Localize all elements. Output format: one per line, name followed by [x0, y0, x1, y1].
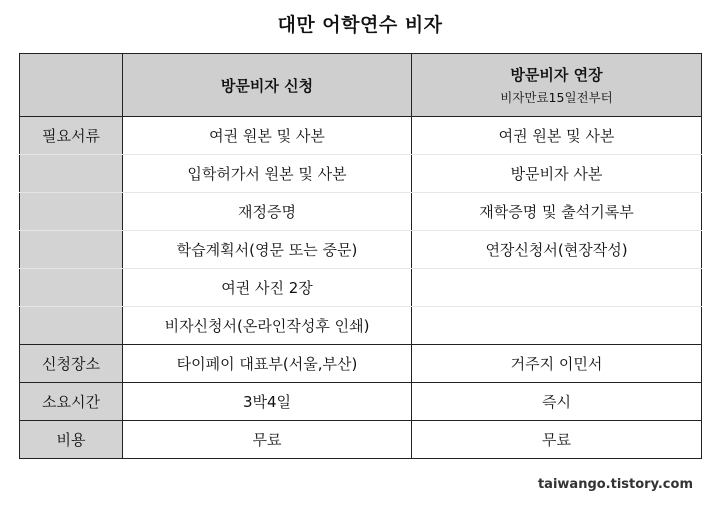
header-corner-cell	[20, 54, 123, 117]
visa-table	[19, 53, 702, 459]
page-title: 대만 어학연수 비자	[277, 14, 443, 36]
extend-cell: 연장신청서(현장작성)	[412, 231, 702, 269]
extend-cell: 무료	[412, 421, 702, 459]
extend-cell	[412, 269, 702, 307]
apply-cell: 여권 원본 및 사본	[123, 117, 412, 155]
table-header-row	[20, 54, 702, 117]
row-label-empty	[20, 307, 123, 345]
table-row	[20, 269, 702, 307]
extend-cell: 재학증명 및 출석기록부	[412, 193, 702, 231]
row-label-place: 신청장소	[20, 345, 123, 383]
table-row	[20, 345, 702, 383]
extend-cell: 방문비자 사본	[412, 155, 702, 193]
row-label-time: 소요시간	[20, 383, 123, 421]
table-row	[20, 307, 702, 345]
table-row	[20, 117, 702, 155]
row-label-empty	[20, 269, 123, 307]
extend-cell: 거주지 이민서	[412, 345, 702, 383]
header-apply	[123, 54, 412, 117]
header-apply-label: 방문비자 신청	[220, 76, 314, 95]
extend-cell: 즉시	[412, 383, 702, 421]
apply-cell: 학습계획서(영문 또는 중문)	[123, 231, 412, 269]
table-row	[20, 383, 702, 421]
header-extend-label: 방문비자 연장	[510, 66, 603, 84]
row-label-empty	[20, 155, 123, 193]
row-label-documents: 필요서류	[20, 117, 123, 155]
table-row	[20, 155, 702, 193]
apply-cell: 무료	[123, 421, 412, 459]
table-row	[20, 193, 702, 231]
apply-cell: 타이페이 대표부(서울,부산)	[123, 345, 412, 383]
extend-cell: 여권 원본 및 사본	[412, 117, 702, 155]
extend-cell	[412, 307, 702, 345]
apply-cell: 3박4일	[123, 383, 412, 421]
row-label-empty	[20, 231, 123, 269]
source-credit: taiwango.tistory.com	[537, 477, 693, 492]
header-extend	[412, 54, 702, 117]
row-label-cost: 비용	[20, 421, 123, 459]
row-label-empty	[20, 193, 123, 231]
table-row	[20, 231, 702, 269]
table-row	[20, 421, 702, 459]
apply-cell: 입학허가서 원본 및 사본	[123, 155, 412, 193]
apply-cell: 비자신청서(온라인작성후 인쇄)	[123, 307, 412, 345]
apply-cell: 재정증명	[123, 193, 412, 231]
header-extend-sublabel: 비자만료15일전부터	[500, 90, 613, 105]
apply-cell: 여권 사진 2장	[123, 269, 412, 307]
